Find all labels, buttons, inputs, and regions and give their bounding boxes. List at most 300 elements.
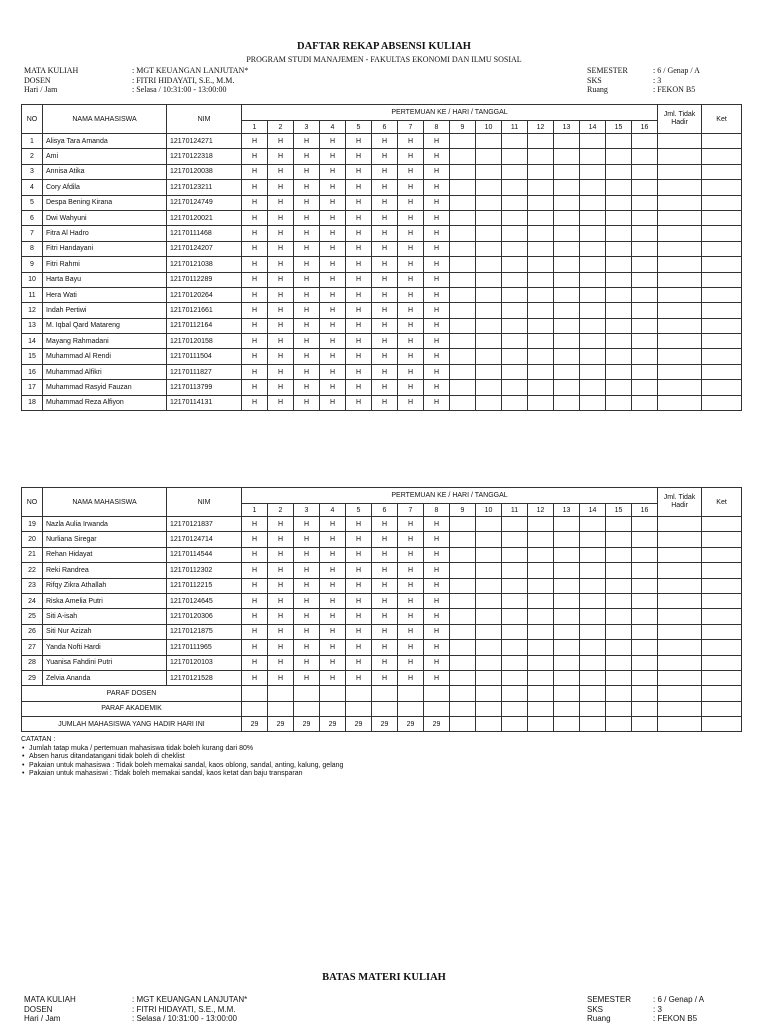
- notes-title: CATATAN :: [21, 736, 56, 743]
- attendance-cell: H: [398, 272, 424, 287]
- absent-count-cell: [658, 655, 702, 670]
- student-name: Muhammad Al Rendi: [43, 349, 167, 364]
- attendance-cell: H: [268, 547, 294, 562]
- notes-section: [21, 736, 343, 779]
- table-row: [22, 640, 742, 655]
- attendance-cell: H: [242, 257, 268, 272]
- attendance-cell: [450, 180, 476, 195]
- attendance-cell: [476, 257, 502, 272]
- paraf-akademik-row-absent-cell: [658, 701, 702, 716]
- header-nim: NIM: [167, 105, 242, 134]
- student-nim: 12170112289: [167, 272, 242, 287]
- info-value: : MGT KEUANGAN LANJUTAN*: [132, 66, 249, 75]
- attendance-cell: [476, 241, 502, 256]
- paraf-dosen-row-cell: [476, 686, 502, 701]
- attendance-cell: [606, 547, 632, 562]
- attendance-cell: [502, 272, 528, 287]
- student-nim: 12170124271: [167, 134, 242, 149]
- table-row: [22, 287, 742, 302]
- attendance-cell: H: [320, 134, 346, 149]
- table-row: [22, 532, 742, 547]
- info-label: SEMESTER: [587, 66, 628, 75]
- info-value: : FITRI HIDAYATI, S.E., M.M.: [132, 1004, 236, 1014]
- note-cell: [702, 395, 742, 410]
- attendance-cell: [502, 364, 528, 379]
- attendance-cell: [528, 624, 554, 639]
- attendance-cell: H: [268, 349, 294, 364]
- attendance-cell: H: [320, 349, 346, 364]
- attendance-cell: H: [424, 164, 450, 179]
- attendance-cell: [502, 624, 528, 639]
- attendance-cell: [554, 609, 580, 624]
- paraf-dosen-row-cell: [346, 686, 372, 701]
- attendance-cell: [632, 532, 658, 547]
- attendance-cell: [502, 149, 528, 164]
- attendance-cell: H: [372, 670, 398, 685]
- table-row: [22, 670, 742, 685]
- attendance-cell: [632, 164, 658, 179]
- header-no: NO: [22, 105, 43, 134]
- student-nim: 12170124714: [167, 532, 242, 547]
- attendance-cell: [450, 670, 476, 685]
- attendance-cell: [632, 257, 658, 272]
- absent-count-cell: [658, 640, 702, 655]
- attendance-cell: H: [242, 318, 268, 333]
- attendance-cell: [632, 287, 658, 302]
- attendance-cell: H: [424, 547, 450, 562]
- student-name: Siti A-isah: [43, 609, 167, 624]
- note-cell: [702, 287, 742, 302]
- student-name: Riska Amelia Putri: [43, 593, 167, 608]
- table-row: [22, 395, 742, 410]
- attendance-cell: [606, 272, 632, 287]
- student-no: 4: [22, 180, 43, 195]
- note-cell: [702, 334, 742, 349]
- student-no: 17: [22, 380, 43, 395]
- student-no: 28: [22, 655, 43, 670]
- attendance-cell: [554, 640, 580, 655]
- attendance-cell: [632, 395, 658, 410]
- attendance-cell: H: [294, 609, 320, 624]
- jumlah-hadir-row-cell: [502, 717, 528, 732]
- attendance-cell: H: [268, 655, 294, 670]
- student-nim: 12170112302: [167, 563, 242, 578]
- attendance-cell: [528, 395, 554, 410]
- attendance-cell: H: [268, 149, 294, 164]
- attendance-cell: H: [320, 532, 346, 547]
- attendance-cell: H: [372, 257, 398, 272]
- jumlah-hadir-row-cell: 29: [268, 717, 294, 732]
- attendance-cell: H: [372, 364, 398, 379]
- paraf-akademik-row-cell: [242, 701, 268, 716]
- meeting-number: 10: [476, 504, 502, 517]
- jumlah-hadir-row-cell: [554, 717, 580, 732]
- attendance-cell: [502, 532, 528, 547]
- attendance-cell: [606, 334, 632, 349]
- student-nim: 12170120103: [167, 655, 242, 670]
- attendance-cell: [528, 303, 554, 318]
- attendance-cell: [502, 563, 528, 578]
- student-name: Rifqy Zikra Athallah: [43, 578, 167, 593]
- attendance-cell: [554, 593, 580, 608]
- attendance-cell: H: [346, 593, 372, 608]
- attendance-cell: [580, 210, 606, 225]
- student-nim: 12170121875: [167, 624, 242, 639]
- meeting-number: 9: [450, 121, 476, 134]
- attendance-cell: H: [398, 655, 424, 670]
- absent-count-cell: [658, 241, 702, 256]
- attendance-cell: H: [320, 318, 346, 333]
- note-item: • Pakaian untuk mahasiswa : Tidak boleh memakai sandal, kaos oblong, sandal, anting, kalung, gelang: [21, 762, 343, 771]
- attendance-cell: [528, 517, 554, 532]
- attendance-cell: H: [294, 547, 320, 562]
- attendance-cell: [580, 195, 606, 210]
- attendance-cell: [632, 241, 658, 256]
- attendance-cell: [554, 578, 580, 593]
- absent-count-cell: [658, 532, 702, 547]
- attendance-cell: [580, 532, 606, 547]
- paraf-dosen-row-cell: [294, 686, 320, 701]
- attendance-cell: H: [372, 287, 398, 302]
- note-cell: [702, 226, 742, 241]
- attendance-cell: H: [398, 287, 424, 302]
- info-value: : Selasa / 10:31:00 - 13:00:00: [132, 85, 227, 94]
- attendance-cell: [632, 210, 658, 225]
- meeting-number: 2: [268, 121, 294, 134]
- attendance-cell: [580, 257, 606, 272]
- attendance-cell: [502, 547, 528, 562]
- attendance-cell: H: [346, 134, 372, 149]
- attendance-cell: H: [372, 164, 398, 179]
- attendance-cell: H: [424, 670, 450, 685]
- attendance-cell: H: [320, 164, 346, 179]
- attendance-cell: [476, 547, 502, 562]
- attendance-cell: [528, 334, 554, 349]
- attendance-cell: [554, 655, 580, 670]
- meeting-number: 5: [346, 504, 372, 517]
- attendance-cell: H: [424, 303, 450, 318]
- attendance-cell: H: [268, 195, 294, 210]
- attendance-cell: H: [398, 640, 424, 655]
- attendance-cell: H: [294, 149, 320, 164]
- attendance-cell: H: [398, 670, 424, 685]
- student-no: 10: [22, 272, 43, 287]
- attendance-cell: H: [398, 395, 424, 410]
- student-no: 8: [22, 241, 43, 256]
- student-name: Rehan Hidayat: [43, 547, 167, 562]
- attendance-cell: [476, 609, 502, 624]
- jumlah-hadir-row-cell: 29: [346, 717, 372, 732]
- student-name: Nurliana Siregar: [43, 532, 167, 547]
- attendance-cell: H: [346, 609, 372, 624]
- attendance-cell: [476, 334, 502, 349]
- attendance-cell: H: [294, 210, 320, 225]
- student-name: Mayang Rahmadani: [43, 334, 167, 349]
- attendance-cell: H: [320, 578, 346, 593]
- student-no: 9: [22, 257, 43, 272]
- attendance-cell: H: [372, 609, 398, 624]
- meeting-number: 8: [424, 121, 450, 134]
- attendance-cell: [450, 257, 476, 272]
- attendance-cell: H: [424, 395, 450, 410]
- attendance-cell: H: [372, 593, 398, 608]
- attendance-cell: [606, 349, 632, 364]
- attendance-cell: H: [346, 624, 372, 639]
- attendance-cell: [554, 547, 580, 562]
- attendance-cell: H: [424, 180, 450, 195]
- attendance-cell: [554, 149, 580, 164]
- attendance-cell: [528, 226, 554, 241]
- info-label: SKS: [587, 75, 602, 85]
- attendance-cell: [528, 547, 554, 562]
- attendance-cell: [502, 164, 528, 179]
- attendance-cell: H: [320, 149, 346, 164]
- attendance-cell: [606, 134, 632, 149]
- attendance-cell: [580, 241, 606, 256]
- table-row: [22, 364, 742, 379]
- attendance-cell: H: [268, 241, 294, 256]
- attendance-cell: [632, 517, 658, 532]
- attendance-cell: [528, 532, 554, 547]
- attendance-cell: H: [320, 640, 346, 655]
- attendance-cell: [476, 593, 502, 608]
- attendance-cell: [554, 272, 580, 287]
- attendance-cell: H: [398, 380, 424, 395]
- info-label: MATA KULIAH: [24, 66, 79, 75]
- paraf-akademik-row-cell: [372, 701, 398, 716]
- attendance-cell: H: [424, 380, 450, 395]
- meeting-number: 12: [528, 121, 554, 134]
- attendance-cell: [554, 180, 580, 195]
- meeting-number: 16: [632, 121, 658, 134]
- header-name: NAMA MAHASISWA: [43, 488, 167, 517]
- info-value: : 3: [653, 1004, 662, 1014]
- attendance-cell: H: [320, 517, 346, 532]
- attendance-cell: [528, 272, 554, 287]
- jumlah-hadir-row-label: JUMLAH MAHASISWA YANG HADIR HARI INI: [22, 717, 242, 732]
- attendance-cell: [606, 655, 632, 670]
- absent-count-cell: [658, 164, 702, 179]
- attendance-cell: H: [320, 593, 346, 608]
- attendance-cell: [476, 380, 502, 395]
- attendance-cell: [502, 349, 528, 364]
- attendance-cell: H: [398, 593, 424, 608]
- table-row: [22, 241, 742, 256]
- note-cell: [702, 149, 742, 164]
- attendance-cell: H: [424, 241, 450, 256]
- meeting-number: 2: [268, 504, 294, 517]
- paraf-dosen-row-absent-cell: [658, 686, 702, 701]
- attendance-cell: H: [346, 334, 372, 349]
- table-row: [22, 318, 742, 333]
- attendance-cell: [606, 318, 632, 333]
- meeting-number: 14: [580, 121, 606, 134]
- jumlah-hadir-row-cell: 29: [424, 717, 450, 732]
- attendance-cell: H: [242, 349, 268, 364]
- note-item: • Jumlah tatap muka / pertemuan mahasiswa tidak boleh kurang dari 80%: [21, 745, 343, 754]
- attendance-cell: [606, 380, 632, 395]
- attendance-cell: H: [424, 609, 450, 624]
- absent-count-cell: [658, 210, 702, 225]
- attendance-cell: [450, 655, 476, 670]
- meeting-number: 11: [502, 121, 528, 134]
- student-no: 13: [22, 318, 43, 333]
- paraf-dosen-row-cell: [632, 686, 658, 701]
- attendance-cell: H: [346, 380, 372, 395]
- student-name: Cory Afdila: [43, 180, 167, 195]
- student-nim: 12170121837: [167, 517, 242, 532]
- attendance-cell: H: [320, 670, 346, 685]
- student-no: 6: [22, 210, 43, 225]
- paraf-dosen-row-cell: [424, 686, 450, 701]
- attendance-cell: H: [372, 547, 398, 562]
- attendance-cell: H: [372, 532, 398, 547]
- attendance-cell: H: [372, 195, 398, 210]
- attendance-cell: [502, 334, 528, 349]
- attendance-cell: H: [294, 670, 320, 685]
- attendance-cell: H: [346, 670, 372, 685]
- attendance-cell: [450, 272, 476, 287]
- header-absent: Jml. Tidak Hadir: [658, 105, 702, 134]
- info-label: SKS: [587, 1004, 604, 1014]
- attendance-cell: H: [424, 578, 450, 593]
- attendance-cell: [632, 226, 658, 241]
- attendance-cell: [580, 180, 606, 195]
- attendance-cell: [450, 226, 476, 241]
- attendance-cell: [554, 226, 580, 241]
- attendance-cell: [554, 210, 580, 225]
- attendance-cell: H: [372, 149, 398, 164]
- attendance-cell: H: [320, 195, 346, 210]
- table-row: [22, 609, 742, 624]
- attendance-cell: H: [346, 272, 372, 287]
- attendance-cell: H: [242, 226, 268, 241]
- attendance-cell: [476, 624, 502, 639]
- attendance-cell: [476, 149, 502, 164]
- header-meetings: PERTEMUAN KE / HARI / TANGGAL: [242, 488, 658, 504]
- attendance-cell: [476, 563, 502, 578]
- attendance-cell: H: [372, 180, 398, 195]
- attendance-cell: H: [242, 517, 268, 532]
- attendance-cell: H: [398, 547, 424, 562]
- paraf-dosen-row-cell: [528, 686, 554, 701]
- jumlah-hadir-row-cell: 29: [320, 717, 346, 732]
- attendance-cell: H: [398, 134, 424, 149]
- note-cell: [702, 517, 742, 532]
- attendance-cell: H: [294, 226, 320, 241]
- student-no: 14: [22, 334, 43, 349]
- attendance-cell: H: [320, 395, 346, 410]
- attendance-cell: [528, 180, 554, 195]
- info-value: : FEKON B5: [653, 1014, 698, 1023]
- attendance-cell: [528, 609, 554, 624]
- attendance-cell: H: [398, 164, 424, 179]
- attendance-cell: [580, 640, 606, 655]
- attendance-cell: H: [424, 655, 450, 670]
- attendance-cell: [606, 532, 632, 547]
- student-nim: 12170124749: [167, 195, 242, 210]
- attendance-cell: H: [346, 318, 372, 333]
- attendance-cell: [606, 640, 632, 655]
- attendance-cell: [632, 334, 658, 349]
- attendance-cell: [502, 517, 528, 532]
- attendance-cell: [580, 578, 606, 593]
- attendance-cell: H: [268, 609, 294, 624]
- attendance-cell: [632, 609, 658, 624]
- attendance-cell: H: [242, 334, 268, 349]
- attendance-cell: [502, 134, 528, 149]
- attendance-cell: [632, 134, 658, 149]
- attendance-cell: [450, 609, 476, 624]
- student-nim: 12170114131: [167, 395, 242, 410]
- attendance-cell: H: [398, 195, 424, 210]
- attendance-cell: H: [398, 210, 424, 225]
- attendance-cell: [502, 578, 528, 593]
- student-nim: 12170120158: [167, 334, 242, 349]
- attendance-cell: H: [424, 257, 450, 272]
- absent-count-cell: [658, 578, 702, 593]
- attendance-cell: H: [294, 134, 320, 149]
- attendance-cell: H: [242, 134, 268, 149]
- meeting-number: 6: [372, 504, 398, 517]
- student-nim: 12170124207: [167, 241, 242, 256]
- attendance-cell: [502, 655, 528, 670]
- absent-count-cell: [658, 195, 702, 210]
- attendance-cell: H: [398, 257, 424, 272]
- attendance-cell: H: [372, 134, 398, 149]
- note-cell: [702, 609, 742, 624]
- table-row: [22, 517, 742, 532]
- absent-count-cell: [658, 547, 702, 562]
- document-subtitle: PROGRAM STUDI MANAJEMEN - FAKULTAS EKONOMI DAN ILMU SOSIAL: [246, 55, 522, 64]
- attendance-cell: H: [320, 609, 346, 624]
- absent-count-cell: [658, 609, 702, 624]
- attendance-cell: [502, 593, 528, 608]
- student-no: 3: [22, 164, 43, 179]
- attendance-cell: [450, 349, 476, 364]
- meeting-number: 12: [528, 504, 554, 517]
- attendance-cell: H: [268, 303, 294, 318]
- attendance-cell: H: [242, 563, 268, 578]
- attendance-table-1: [21, 104, 742, 411]
- jumlah-hadir-row: [22, 717, 742, 732]
- attendance-cell: H: [346, 364, 372, 379]
- info-value: : 3: [653, 75, 662, 85]
- attendance-cell: H: [268, 395, 294, 410]
- info-value: : MGT KEUANGAN LANJUTAN*: [132, 995, 248, 1004]
- attendance-cell: [580, 164, 606, 179]
- attendance-cell: H: [268, 334, 294, 349]
- table-row: [22, 210, 742, 225]
- attendance-cell: [632, 547, 658, 562]
- attendance-cell: H: [320, 624, 346, 639]
- attendance-cell: [528, 640, 554, 655]
- paraf-akademik-row-cell: [528, 701, 554, 716]
- attendance-cell: H: [242, 303, 268, 318]
- attendance-cell: H: [294, 195, 320, 210]
- attendance-cell: [580, 593, 606, 608]
- note-cell: [702, 272, 742, 287]
- attendance-cell: H: [294, 349, 320, 364]
- student-no: 27: [22, 640, 43, 655]
- attendance-cell: H: [424, 195, 450, 210]
- student-name: Siti Nur Azizah: [43, 624, 167, 639]
- attendance-cell: [476, 226, 502, 241]
- attendance-cell: [528, 195, 554, 210]
- attendance-cell: [528, 593, 554, 608]
- student-name: Yuanisa Fahdini Putri: [43, 655, 167, 670]
- attendance-cell: H: [242, 578, 268, 593]
